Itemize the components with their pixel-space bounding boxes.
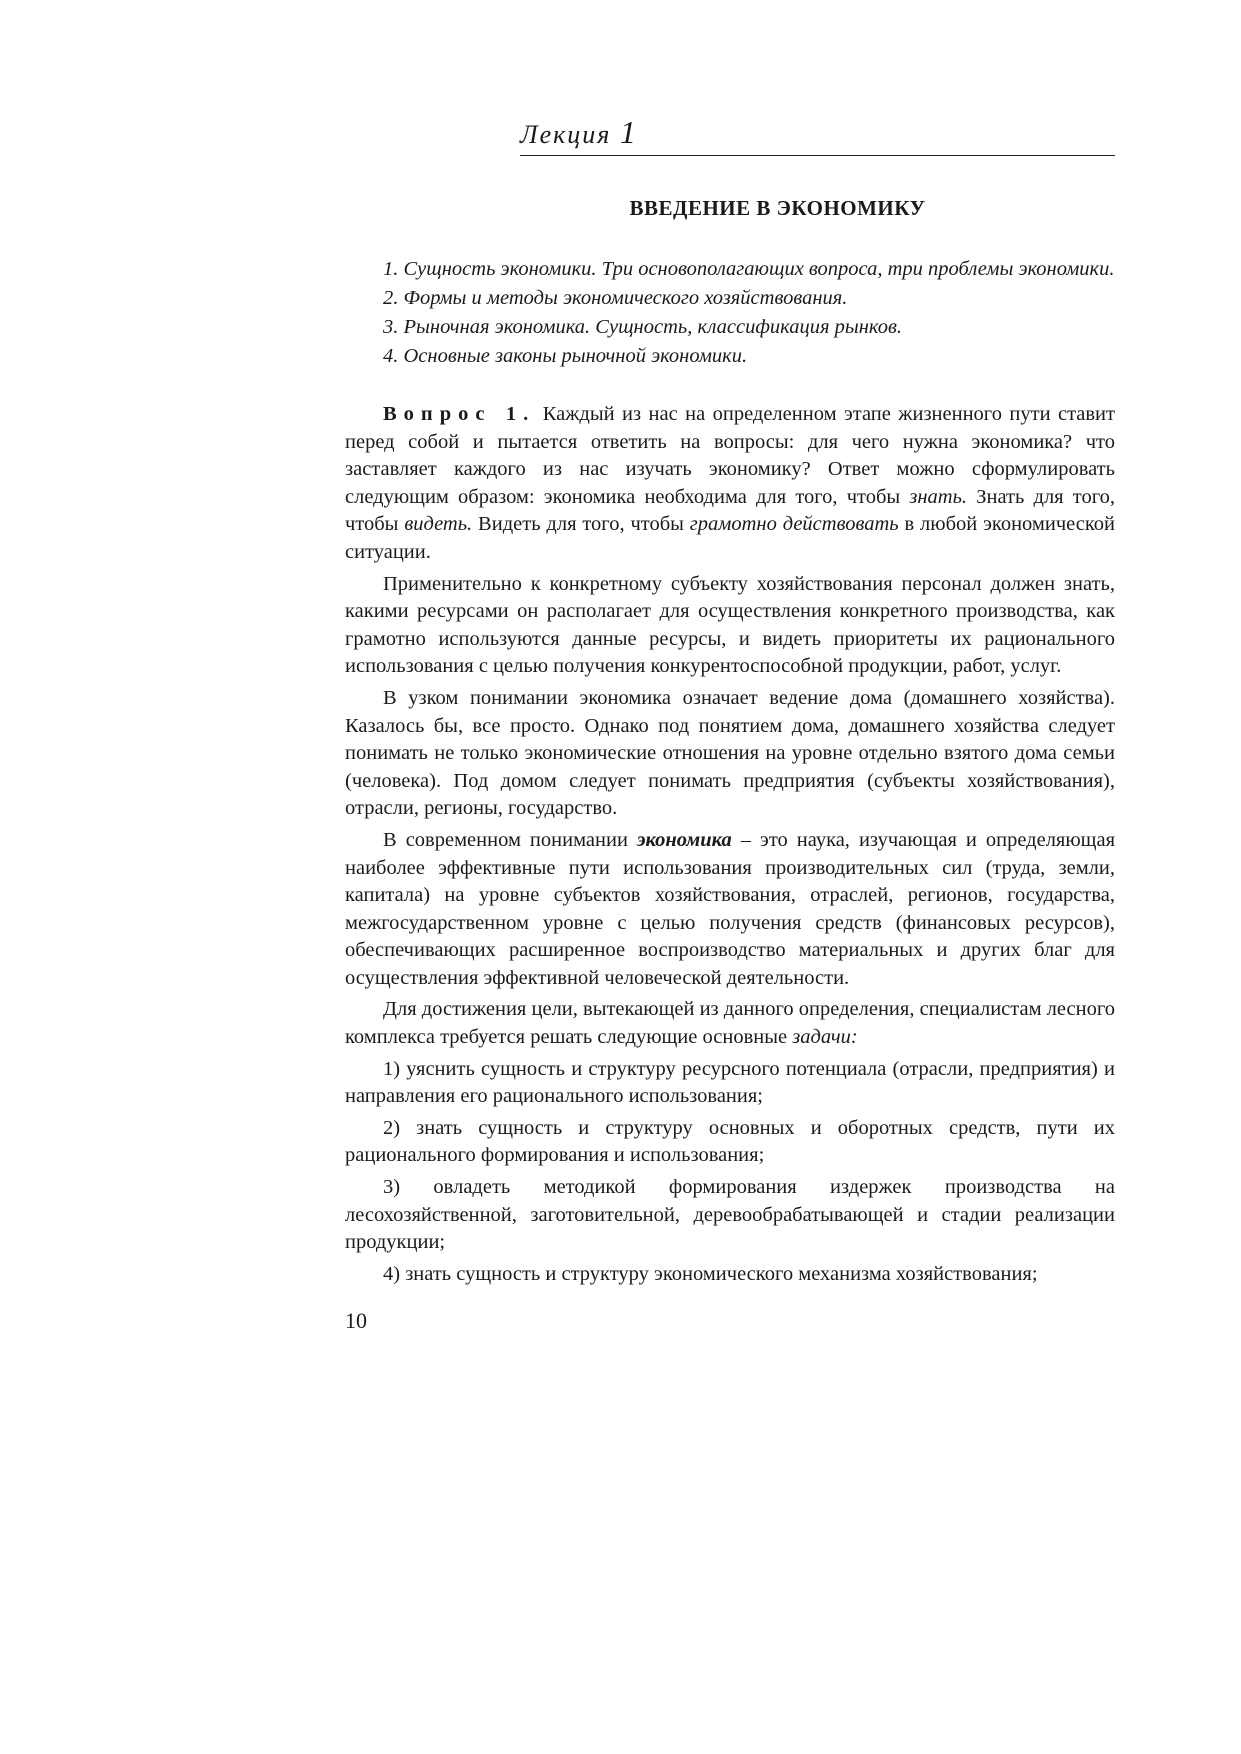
body-text — [345, 401, 1115, 1288]
chapter-title: ВВЕДЕНИЕ В ЭКОНОМИКУ — [629, 196, 926, 220]
paragraph-1-text-b: Знать для того, чтобы — [345, 485, 1116, 536]
emphasis-see: видеть. — [404, 513, 473, 536]
paragraph-1-text-a: Каждый из нас на определенном этапе жизненного пути ставит перед собой и пытается ответить на вопросы: для чего нужна экономика? что заставляет каждого из нас изучать экономику? Ответ можно сформулировать следующим образом: экономика необходима для того, чтобы — [345, 403, 1115, 508]
emphasis-tasks: задачи: — [792, 1026, 858, 1049]
paragraph-1 — [345, 401, 1115, 567]
lecture-header — [520, 110, 1115, 156]
paragraph-2: Применительно к конкретному субъекту хозяйствования персонал должен знать, какими ресурсами он располагает для осуществления конкретного производства, как грамотно используются данные ресурсы, и видеть приоритеты их рационального использования с целью получения конкурентоспособной продукции, работ, услуг. — [345, 572, 1115, 678]
emphasis-act: грамотно действовать — [689, 513, 899, 536]
lecture-label — [520, 114, 636, 151]
task-2: 2) знать сущность и структуру основных и оборотных средств, пути их рационального формирования и использования; — [345, 1116, 1115, 1167]
page-content — [345, 110, 1115, 1292]
lecture-word: Лекция — [520, 120, 612, 149]
outline-item-2: 2. Формы и методы экономического хозяйствования. — [383, 287, 848, 309]
question-label: Вопрос 1. — [383, 403, 536, 425]
paragraph-4-text-a: В современном понимании — [383, 828, 637, 851]
outline-item-1: 1. Сущность экономики. Три основополагающих вопроса, три проблемы экономики. — [383, 258, 1115, 280]
lecture-outline — [383, 255, 1115, 371]
lecture-number: 1 — [619, 114, 636, 150]
emphasis-know: знать. — [909, 485, 968, 508]
task-4: 4) знать сущность и структуру экономического механизма хозяйствования; — [383, 1262, 1038, 1285]
paragraph-5-text-a: Для достижения цели, вытекающей из данного определения, специалистам лесного комплекса требуется решать следующие основные — [345, 998, 1115, 1049]
paragraph-1-text-d: в любой экономической ситуации. — [345, 513, 1115, 563]
paragraph-5 — [345, 996, 1115, 1051]
paragraph-4 — [345, 827, 1115, 993]
paragraph-3: В узком понимании экономика означает ведение дома (домашнего хозяйства). Казалось бы, все просто. Однако под понятием дома, домашнего хозяйства следует понимать не только экономические отношения на уровне отдельно взятого дома семьи (человека). Под домом следует понимать предприятия (субъекты хозяйствования), отрасли, регионы, государство. — [345, 686, 1115, 820]
task-1: 1) уяснить сущность и структуру ресурсного потенциала (отрасли, предприятия) и направления его рационального использования; — [345, 1057, 1115, 1108]
paragraph-1-text-c: Видеть для того, чтобы — [472, 513, 690, 536]
outline-item-3: 3. Рыночная экономика. Сущность, классификация рынков. — [383, 316, 903, 338]
page-number: 10 — [345, 1308, 367, 1333]
paragraph-4-text-b: – это наука, изучающая и определяющая наиболее эффективные пути использования производительных сил (труда, земли, капитала) на уровне субъектов хозяйствования, отраслей, регионов, государства, межгосударственном уровне с целью получения средств (финансовых ресурсов), обеспечивающих расширенное воспроизводство материальных и других благ для осуществления эффективной человеческой деятельности. — [345, 828, 1115, 989]
task-3: 3) овладеть методикой формирования издержек производства на лесохозяйственной, заготовительной, деревообрабатывающей и стадии реализации продукции; — [345, 1176, 1115, 1254]
term-economics: экономика — [636, 828, 732, 851]
outline-item-4: 4. Основные законы рыночной экономики. — [383, 345, 748, 367]
